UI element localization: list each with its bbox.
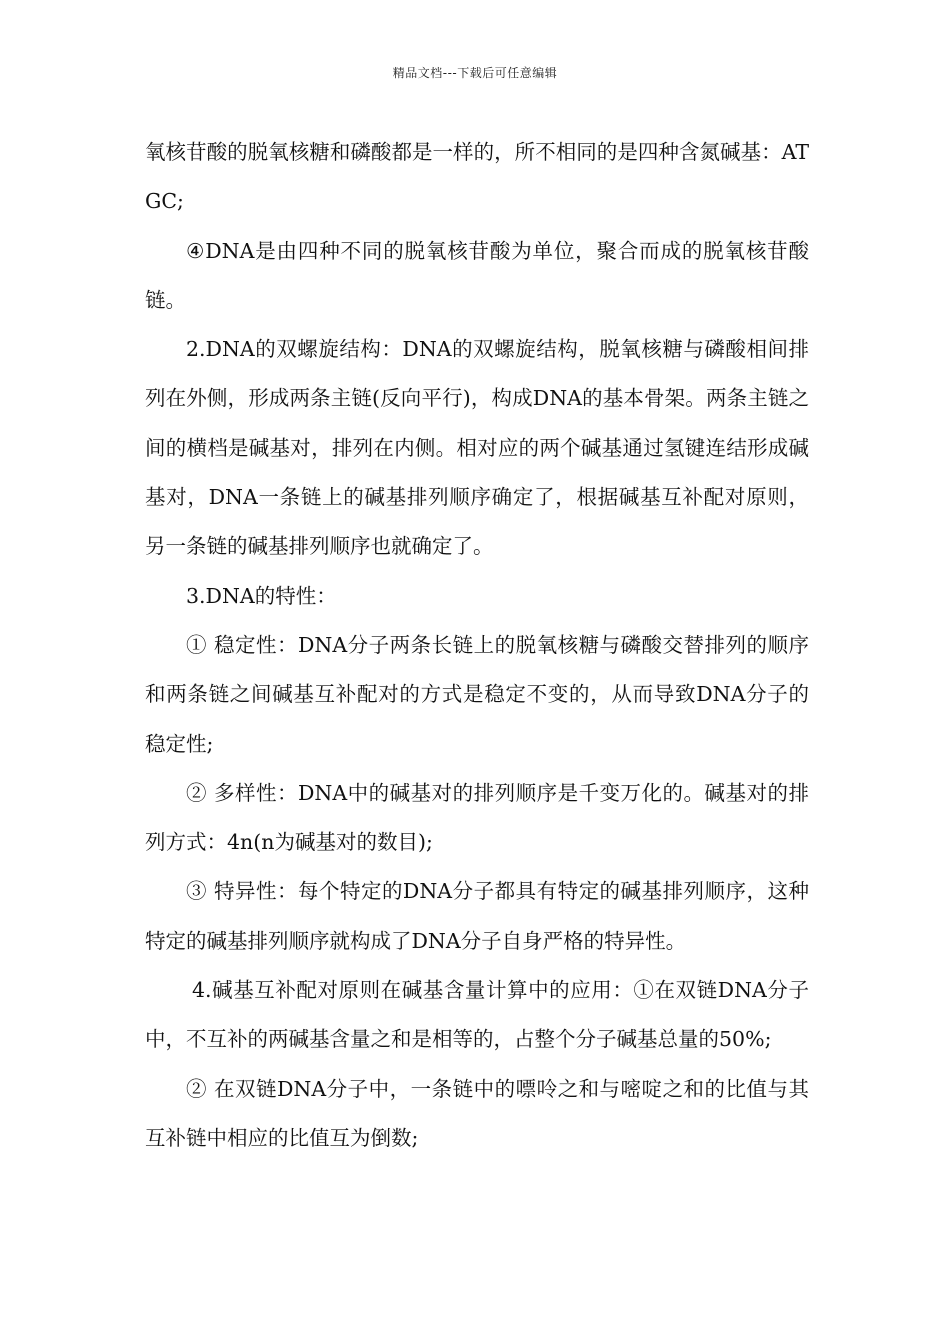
paragraph-double-helix: 2.DNA的双螺旋结构：DNA的双螺旋结构，脱氧核糖与磷酸相间排列在外侧，形成两条主链(反向平行)，构成DNA的基本骨架。两条主链之间的横档是碱基对，排列在内侧。相对应的两个碱基通过氢键连结形成碱基对，DNA一条链上的碱基排列顺序确定了，根据碱基互补配对原则，另一条链的碱基排列顺序也就确定了。	[145, 337, 809, 559]
paragraph-dna-chain: ④DNA是由四种不同的脱氧核苷酸为单位，聚合而成的脱氧核苷酸链。	[145, 238, 809, 312]
paragraph-continuation: 氧核苷酸的脱氧核糖和磷酸都是一样的，所不相同的是四种含氮碱基：ATGC;	[145, 140, 809, 214]
page-header: 精品文档---下载后可任意编辑	[392, 66, 558, 80]
document-body	[145, 128, 809, 1163]
paragraph-dna-properties-heading: 3.DNA的特性：	[186, 583, 337, 608]
paragraph-base-pairing-application: 4.碱基互补配对原则在碱基含量计算中的应用：①在双链DNA分子中，不互补的两碱基含量之和是相等的，占整个分子碱基总量的50%;	[145, 978, 809, 1052]
paragraph-specificity: ③ 特异性：每个特定的DNA分子都具有特定的碱基排列顺序，这种特定的碱基排列顺序就构成了DNA分子自身严格的特异性。	[145, 879, 809, 953]
paragraph-purine-pyrimidine-ratio: ② 在双链DNA分子中，一条链中的嘌呤之和与嘧啶之和的比值与其互补链中相应的比值互为倒数;	[145, 1076, 809, 1150]
paragraph-diversity: ② 多样性：DNA中的碱基对的排列顺序是千变万化的。碱基对的排列方式：4n(n为碱基对的数目);	[145, 780, 809, 855]
paragraph-stability: ① 稳定性：DNA分子两条长链上的脱氧核糖与磷酸交替排列的顺序和两条链之间碱基互补配对的方式是稳定不变的，从而导致DNA分子的稳定性;	[145, 632, 809, 756]
